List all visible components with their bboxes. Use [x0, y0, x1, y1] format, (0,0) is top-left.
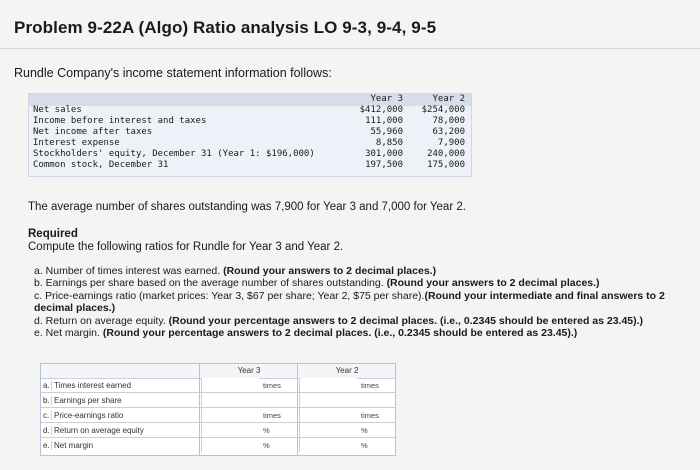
row-value-year-3: 197,500	[365, 160, 403, 170]
row-value-year-2: 175,000	[427, 160, 465, 170]
item-instruction: (Round your answers to 2 decimal places.)	[386, 277, 600, 290]
unit-label: times	[263, 411, 281, 420]
row-value-year-2: 78,000	[432, 116, 465, 126]
year-2-input[interactable]	[299, 408, 357, 422]
table-row	[29, 138, 471, 149]
item-text: d. Return on average equity.	[34, 314, 169, 327]
item-text: c. Price-earnings ratio (market prices: Year 3, $67 per share; Year 2, $75 per share).	[34, 289, 425, 302]
item-instruction: (Round your intermediate and final answers to 2 decimal places.)	[34, 289, 665, 315]
page-title: Problem 9-22A (Algo) Ratio analysis LO 9-3, 9-4, 9-5	[14, 18, 437, 37]
list-item	[34, 315, 694, 327]
year-3-input[interactable]	[201, 438, 259, 452]
row-label-text: Price-earnings ratio	[54, 411, 124, 420]
table-row	[29, 149, 471, 160]
row-tag: e.	[43, 441, 52, 450]
row-label-text: Earnings per share	[54, 396, 122, 405]
row-value-year-3: 301,000	[365, 149, 403, 159]
year-3-input[interactable]	[201, 393, 297, 407]
required-label: Required	[28, 228, 78, 240]
answer-row-label	[43, 411, 123, 420]
item-instruction: (Round your answers to 2 decimal places.)	[223, 265, 437, 277]
row-label-text: Net margin	[54, 441, 94, 450]
year-2-input[interactable]	[299, 423, 357, 437]
table-row	[29, 127, 471, 138]
answer-row-return-on-average-equity	[41, 423, 395, 438]
row-label: Stockholders' equity, December 31 (Year 1: $196,000)	[33, 149, 315, 159]
unit-label: times	[263, 381, 281, 390]
table-row	[29, 105, 471, 116]
row-label: Common stock, December 31	[33, 160, 169, 170]
answer-header-year-3: Year 3	[237, 366, 261, 375]
answer-row-label	[43, 396, 122, 405]
row-tag: b.	[43, 396, 52, 405]
table-row	[29, 116, 471, 127]
answer-table	[40, 363, 396, 456]
year-3-input[interactable]	[201, 423, 259, 437]
year-2-input[interactable]	[299, 378, 357, 392]
answer-row-label	[43, 426, 144, 435]
answer-row-net-margin	[41, 438, 395, 453]
unit-label: %	[361, 426, 368, 435]
row-tag: c.	[43, 411, 52, 420]
intro-text: Rundle Company's income statement information follows:	[14, 66, 332, 80]
answer-row-price-earnings-ratio	[41, 408, 395, 423]
requirements-list	[34, 265, 694, 339]
answer-header-year-2: Year 2	[335, 366, 359, 375]
item-instruction: (Round your percentage answers to 2 decimal places. (i.e., 0.2345 should be entered as 23.45).)	[102, 327, 578, 340]
unit-label: %	[263, 441, 270, 450]
row-tag: a.	[43, 381, 52, 390]
row-value-year-2: $254,000	[421, 105, 465, 115]
table-header-row	[29, 94, 471, 105]
item-text: a. Number of times interest was earned.	[34, 265, 224, 277]
unit-label: times	[361, 381, 379, 390]
required-instruction: Compute the following ratios for Rundle for Year 3 and Year 2.	[28, 241, 344, 253]
answer-row-label	[43, 381, 131, 390]
table-row	[29, 160, 471, 171]
column-divider	[297, 364, 298, 455]
row-value-year-2: 63,200	[432, 127, 465, 137]
row-value-year-3: $412,000	[359, 105, 403, 115]
list-item	[34, 277, 694, 289]
divider	[0, 48, 700, 49]
row-value-year-3: 111,000	[365, 116, 403, 126]
row-tag: d.	[43, 426, 52, 435]
row-label: Net income after taxes	[33, 127, 153, 137]
header-year-2: Year 2	[432, 94, 465, 104]
row-value-year-2: 7,900	[437, 138, 465, 148]
year-3-input[interactable]	[201, 408, 259, 422]
answer-row-label	[43, 441, 93, 450]
header-year-3: Year 3	[370, 94, 403, 104]
row-value-year-3: 55,960	[370, 127, 403, 137]
list-item	[34, 327, 694, 339]
row-label: Interest expense	[33, 138, 120, 148]
item-text: b. Earnings per share based on the average number of shares outstanding.	[34, 277, 387, 290]
item-instruction: (Round your percentage answers to 2 decimal places. (i.e., 0.2345 should be entered as 23.45).)	[168, 314, 644, 327]
shares-note: The average number of shares outstanding was 7,900 for Year 3 and 7,000 for Year 2.	[28, 201, 466, 213]
answer-row-times-interest-earned	[41, 378, 395, 393]
year-2-input[interactable]	[299, 393, 395, 407]
row-value-year-2: 240,000	[427, 149, 465, 159]
column-divider	[199, 364, 200, 455]
list-item	[34, 265, 694, 277]
year-3-input[interactable]	[201, 378, 259, 392]
income-statement-table	[28, 93, 472, 177]
unit-label: %	[263, 426, 270, 435]
row-label-text: Return on average equity	[54, 426, 144, 435]
row-value-year-3: 8,850	[375, 138, 403, 148]
row-label-text: Times interest earned	[54, 381, 132, 390]
list-item	[34, 290, 694, 315]
unit-label: times	[361, 411, 379, 420]
answer-row-earnings-per-share	[41, 393, 395, 408]
row-label: Income before interest and taxes	[33, 116, 207, 126]
unit-label: %	[361, 441, 368, 450]
item-text: e. Net margin.	[34, 327, 103, 340]
year-2-input[interactable]	[299, 438, 357, 452]
row-label: Net sales	[33, 105, 82, 115]
